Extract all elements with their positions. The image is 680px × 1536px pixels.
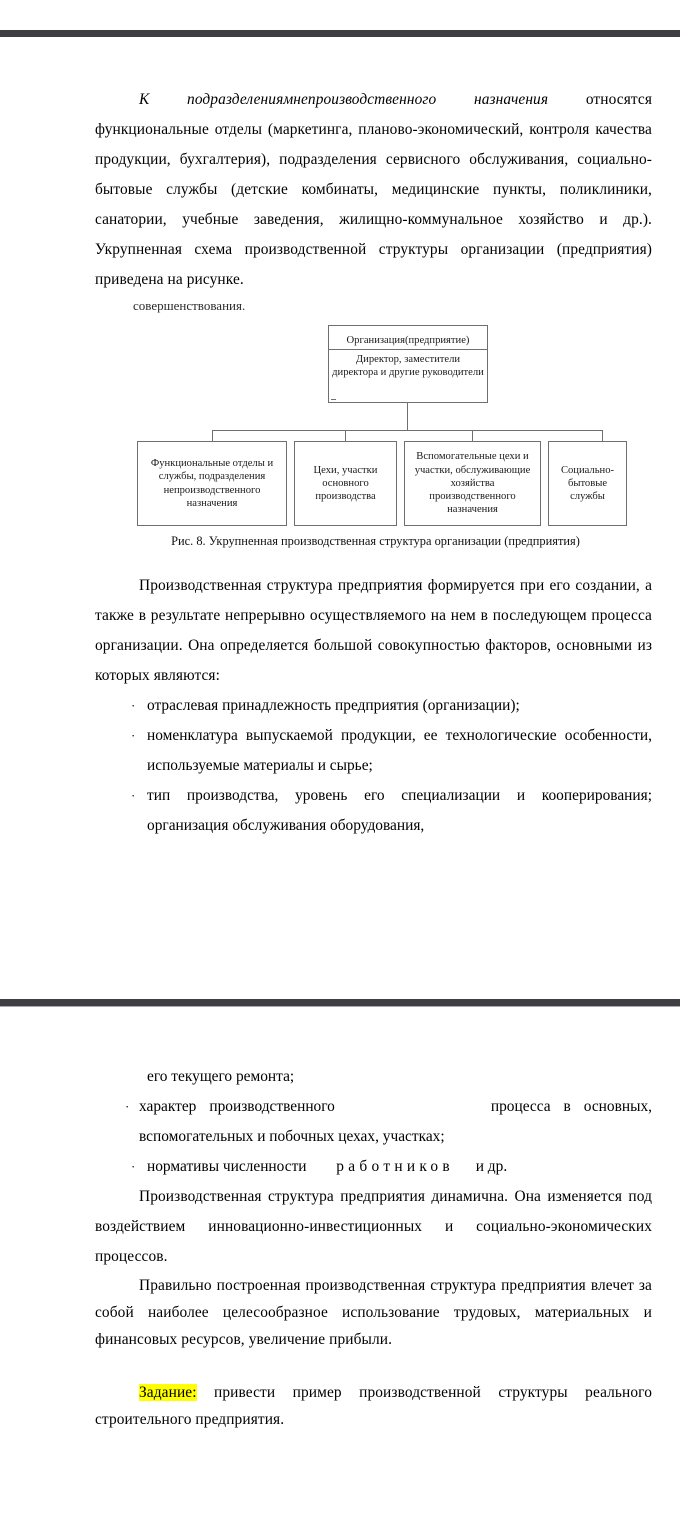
paragraph-intro bbox=[95, 85, 652, 295]
diagram-stray-mark bbox=[331, 399, 336, 400]
paragraph-correct-structure: Правильно построенная производственная структура предприятия влечет за собой наиболее целесообразное использование трудовых, материальных и финансовых ресурсов, увеличение прибыли. bbox=[95, 1277, 652, 1348]
figure-org-structure bbox=[95, 298, 652, 565]
paragraph-dynamic-structure: Производственная структура предприятия динамична. Она изменяется под воздействием инновационно-инвестиционных и социально-экономических процессов. bbox=[95, 1188, 652, 1265]
bullet-icon: · bbox=[131, 698, 136, 713]
diagram-connector-branch-3 bbox=[472, 430, 473, 441]
figure-caption: Рис. 8. Укрупненная производственная структура организации (предприятия) bbox=[171, 534, 580, 548]
page-separator-middle bbox=[0, 999, 680, 1006]
list-item-label-suffix: и др. bbox=[475, 1158, 508, 1175]
diagram-node-functional-departments-label: Функциональные отделы и службы, подразделения непроизводственного назначения bbox=[150, 458, 274, 509]
continuation-line: его текущего ремонта; bbox=[147, 1068, 295, 1085]
list-item bbox=[95, 1092, 652, 1152]
diagram-node-social-services bbox=[548, 441, 627, 526]
diagram-node-main-production bbox=[294, 441, 397, 526]
clipped-text-fragment: совершенствования. bbox=[133, 298, 246, 313]
list-item-label-part2: процесса в основных, вспомогательных и побочных цехах, участках; bbox=[139, 1098, 652, 1145]
document-page-2 bbox=[0, 1007, 680, 1536]
document-page-1 bbox=[0, 37, 680, 999]
paragraph-intro-italic-lead: К подразделениямнепроизводственного назначения bbox=[139, 91, 549, 108]
bullet-icon: · bbox=[131, 788, 136, 803]
factors-list bbox=[95, 691, 652, 841]
list-item-label: отраслевая принадлежность предприятия (организации); bbox=[147, 697, 520, 714]
diagram-node-organization bbox=[328, 325, 488, 403]
diagram-connector-trunk bbox=[407, 403, 408, 431]
paragraph-structure-formation: Производственная структура предприятия формируется при его создании, а также в результате непрерывно осуществляемого на нем в последующем процесса организации. Она определяется большой совокупностью факторов, основными из которых являются: bbox=[95, 577, 652, 684]
list-item bbox=[95, 721, 652, 781]
diagram-node-auxiliary-shops-label: Вспомогательные цехи и участки, обслуживающие хозяйства производственного назначения bbox=[414, 451, 531, 516]
bullet-icon: · bbox=[131, 728, 136, 743]
list-item-label: номенклатура выпускаемой продукции, ее технологические особенности, используемые материалы и сырье; bbox=[147, 727, 652, 774]
task-label: Задание: bbox=[139, 1384, 197, 1401]
diagram-node-organization-subtitle: Директор, заместители директора и другие руководители bbox=[332, 354, 484, 379]
bullet-icon: · bbox=[125, 1099, 130, 1114]
diagram-node-main-production-label: Цехи, участки основного производства bbox=[313, 464, 378, 503]
page-separator-top bbox=[0, 30, 680, 37]
list-item-label-prefix: нормативы численности bbox=[147, 1158, 307, 1175]
diagram-connector-branch-2 bbox=[345, 430, 346, 441]
diagram-connector-branch-4 bbox=[602, 430, 603, 441]
bullet-icon: · bbox=[131, 1159, 136, 1174]
list-item-label: тип производства, уровень его специализации и кооперирования; организация обслуживания оборудования, bbox=[147, 787, 652, 834]
task-paragraph bbox=[95, 1379, 652, 1433]
list-item-label-spaced: работников bbox=[336, 1158, 454, 1175]
list-item-label-part1: характер производственного bbox=[139, 1098, 335, 1115]
diagram-connector-branch-1 bbox=[212, 430, 213, 441]
list-item bbox=[95, 1152, 652, 1182]
list-item bbox=[95, 691, 652, 721]
diagram-node-auxiliary-shops bbox=[404, 441, 541, 526]
diagram-node-functional-departments bbox=[137, 441, 287, 526]
task-text: привести пример производственной структуры реального строительного предприятия. bbox=[95, 1384, 652, 1428]
paragraph-intro-rest: относятся функциональные отделы (маркетинга, планово-экономический, контроля качества продукции, бухгалтерия), подразделения сервисного обслуживания, социально-бытовые службы (детские комбинаты, медицинские пункты, поликлиники, санатории, учебные заведения, жилищно-коммунальное хозяйство и др.). Укрупненная схема производственной структуры организации (предприятия) приведена на рисунке. bbox=[95, 91, 652, 288]
factors-list-continued bbox=[95, 1092, 652, 1182]
diagram-connector-bus bbox=[212, 430, 603, 431]
diagram-node-organization-title: Организация(предприятие) bbox=[329, 334, 487, 350]
diagram-node-social-services-label: Социально-бытовые службы bbox=[560, 464, 615, 503]
list-item bbox=[95, 781, 652, 841]
